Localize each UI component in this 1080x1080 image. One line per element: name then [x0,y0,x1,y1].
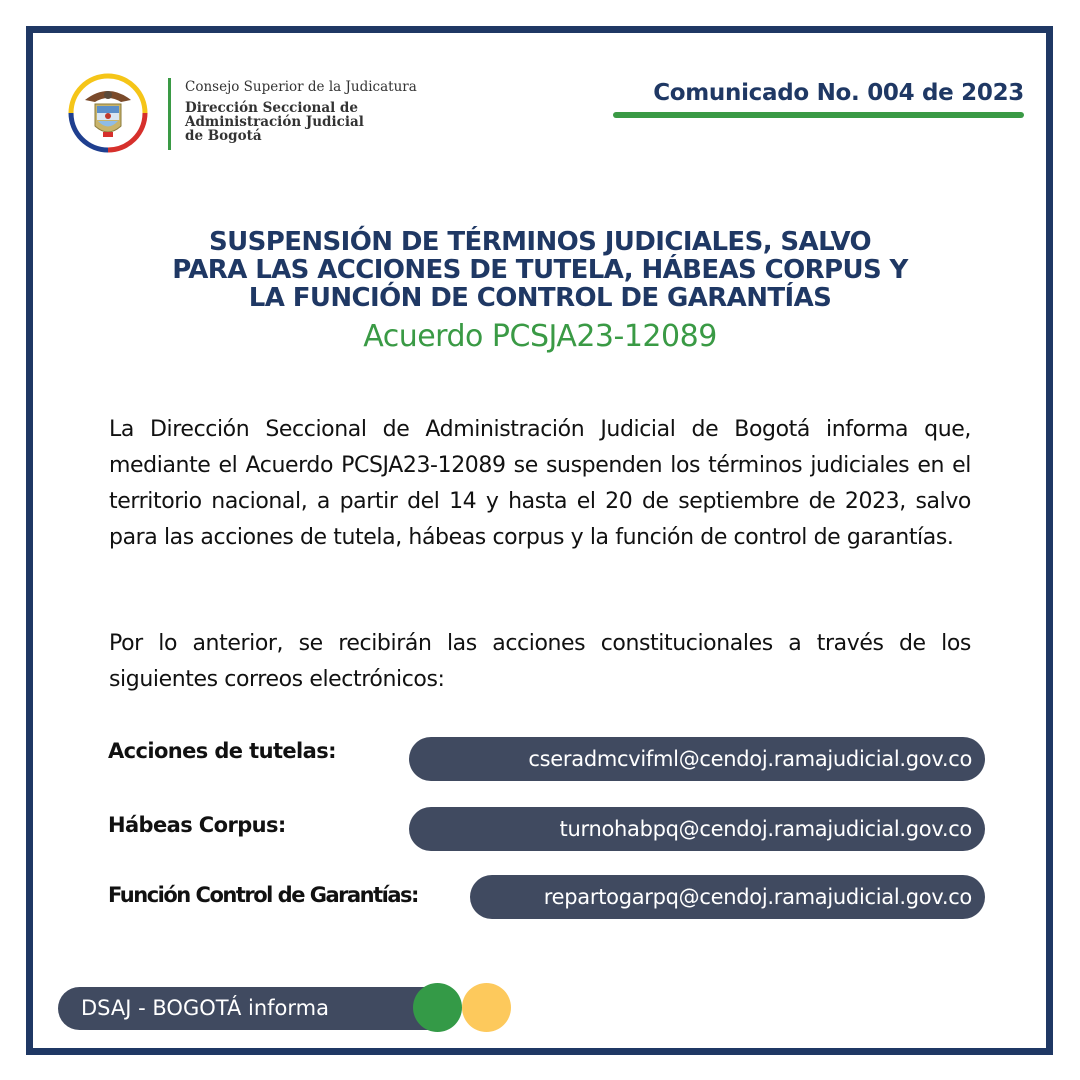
org-line-3: Administración Judicial [185,114,364,130]
title-line-2: PARA LAS ACCIONES DE TUTELA, HÁBEAS CORPUS Y [172,255,908,285]
colombia-coat-of-arms-icon [63,68,153,158]
email-link-habeas-corpus[interactable]: turnohabpq@cendoj.ramajudicial.gov.co [409,807,985,851]
comunicado-underline [613,112,1024,118]
logo-separator [168,78,171,150]
org-line-1: Consejo Superior de la Judicatura [185,79,417,95]
body-paragraph-1: La Dirección Seccional de Administración Judicial de Bogotá informa que, mediante el Acuerdo PCSJA23-12089 se suspenden los términos judiciales en el territorio nacional, a partir del 14 y hasta el 20 de septiembre de 2023, salvo para las acciones de tutela, hábeas corpus y la función de control de garantías. [109,417,971,550]
org-line-4: de Bogotá [185,128,262,144]
title-line-3: LA FUNCIÓN DE CONTROL DE GARANTÍAS [248,283,832,313]
email-link-tutelas[interactable]: cseradmcvifml@cendoj.ramajudicial.gov.co [409,737,985,781]
comunicado-number: Comunicado No. 004 de 2023 [653,80,1024,106]
page-title [60,228,1020,312]
contact-label-habeas-corpus: Hábeas Corpus: [108,813,286,837]
agreement-subtitle: Acuerdo PCSJA23-12089 [363,319,717,354]
footer-badge: DSAJ - BOGOTÁ informa [58,987,458,1030]
org-line-2: Dirección Seccional de [185,100,358,116]
email-link-control-garantias[interactable]: repartogarpq@cendoj.ramajudicial.gov.co [470,875,985,919]
yellow-circle-decoration [462,983,511,1032]
body-paragraph-2: Por lo anterior, se recibirán las acciones constitucionales a través de los siguientes correos electrónicos: [109,631,971,692]
green-circle-decoration [413,983,462,1032]
organization-name [185,79,417,143]
contact-label-tutelas: Acciones de tutelas: [108,739,336,763]
contact-label-control-garantias: Función Control de Garantías: [108,883,418,907]
title-line-1: SUSPENSIÓN DE TÉRMINOS JUDICIALES, SALVO [208,227,872,257]
